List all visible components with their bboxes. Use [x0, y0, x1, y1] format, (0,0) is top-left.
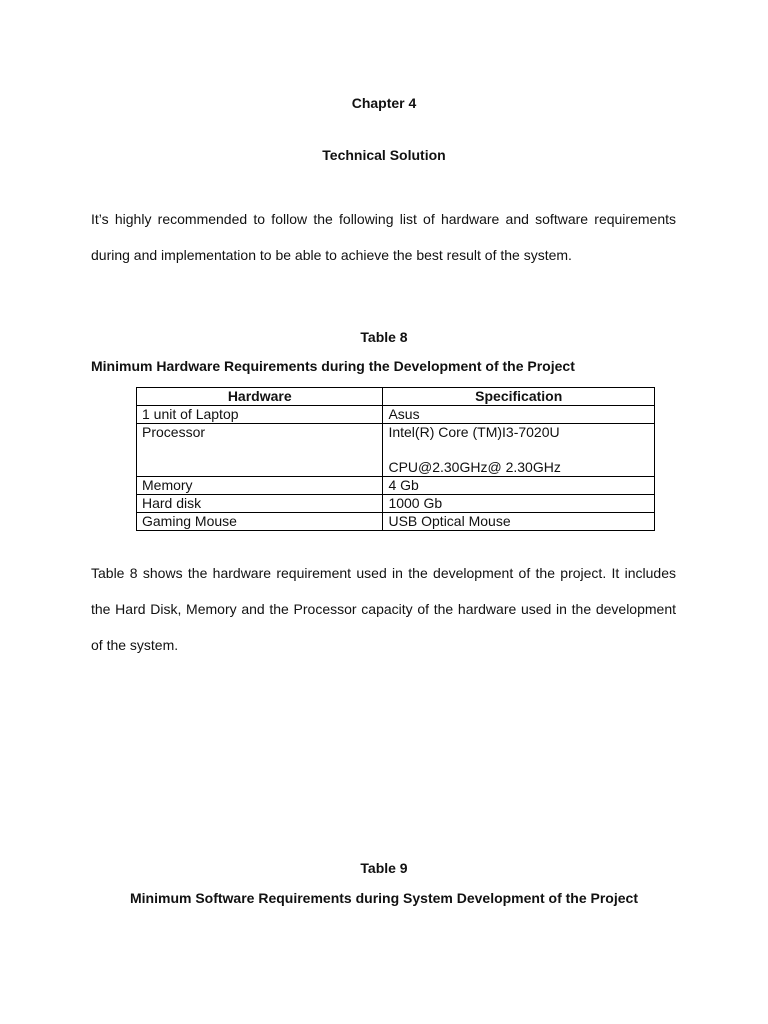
table-row — [137, 424, 655, 477]
cell-spec: Asus — [383, 406, 655, 424]
cell-hardware: Memory — [137, 477, 383, 495]
cell-spec: USB Optical Mouse — [383, 513, 655, 531]
cell-spec-line2: CPU@2.30GHz@ 2.30GHz — [388, 459, 561, 475]
table9-caption: Minimum Software Requirements during System Development of the Project — [130, 890, 638, 906]
cell-hardware: Gaming Mouse — [137, 513, 383, 531]
header-specification: Specification — [383, 388, 655, 406]
table-row — [137, 406, 655, 424]
table-row — [137, 513, 655, 531]
table8-description: Table 8 shows the hardware requirement used in the development of the project. It includes the Hard Disk, Memory and the Processor capacity of the hardware used in the development of the system. — [91, 565, 676, 653]
cell-spec — [383, 424, 655, 477]
table-header-row — [137, 388, 655, 406]
cell-hardware: Processor — [137, 424, 383, 477]
cell-hardware: Hard disk — [137, 495, 383, 513]
table8-caption: Minimum Hardware Requirements during the Development of the Project — [91, 358, 575, 374]
cell-spec: 1000 Gb — [383, 495, 655, 513]
table9-number: Table 9 — [360, 860, 408, 876]
cell-spec-line1: Intel(R) Core (TM)I3-7020U — [388, 424, 560, 440]
cell-spec: 4 Gb — [383, 477, 655, 495]
section-title: Technical Solution — [322, 147, 446, 163]
table-row — [137, 477, 655, 495]
intro-paragraph: It’s highly recommended to follow the following list of hardware and software requirements during and implementation to be able to achieve the best result of the system. — [91, 211, 676, 263]
table-row — [137, 495, 655, 513]
hardware-table — [136, 387, 655, 531]
header-hardware: Hardware — [137, 388, 383, 406]
table8-number: Table 8 — [360, 329, 408, 345]
cell-hardware: 1 unit of Laptop — [137, 406, 383, 424]
chapter-heading: Chapter 4 — [351, 95, 417, 111]
